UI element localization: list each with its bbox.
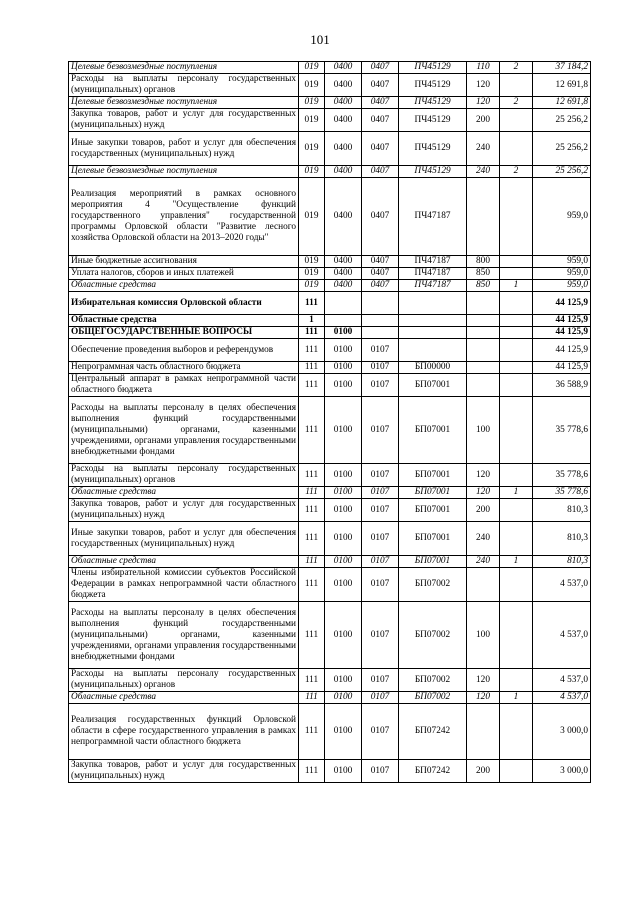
cell-name: Расходы на выплаты персоналу государственных (муниципальных) органов: [69, 669, 299, 692]
cell-name: Избирательная комиссия Орловской области: [69, 292, 299, 315]
table-row: [69, 692, 591, 704]
cell-amount: 25 256,2: [533, 166, 591, 178]
cell-subsection: 0107: [362, 374, 399, 397]
cell-amount: 4 537,0: [533, 669, 591, 692]
cell-funding-source: [500, 522, 533, 556]
cell-admin-code: 111: [299, 339, 325, 362]
cell-admin-code: 019: [299, 74, 325, 97]
cell-expense-type: 100: [467, 602, 500, 669]
cell-admin-code: 111: [299, 522, 325, 556]
table-row: [69, 268, 591, 280]
cell-admin-code: 111: [299, 292, 325, 315]
cell-expense-type: 120: [467, 669, 500, 692]
cell-target-article: БП07001: [399, 499, 467, 522]
cell-funding-source: [500, 374, 533, 397]
cell-expense-type: 110: [467, 62, 500, 74]
cell-target-article: БП07002: [399, 669, 467, 692]
cell-subsection: 0107: [362, 362, 399, 374]
cell-target-article: ПЧ45129: [399, 132, 467, 166]
cell-section: 0100: [325, 692, 362, 704]
cell-funding-source: [500, 268, 533, 280]
cell-subsection: 0407: [362, 74, 399, 97]
cell-subsection: 0107: [362, 556, 399, 568]
cell-expense-type: [467, 339, 500, 362]
cell-funding-source: [500, 178, 533, 256]
table-row: [69, 669, 591, 692]
cell-name: Закупка товаров, работ и услуг для государственных (муниципальных) нужд: [69, 109, 299, 132]
cell-target-article: БП07001: [399, 464, 467, 487]
cell-amount: 810,3: [533, 522, 591, 556]
cell-funding-source: [500, 362, 533, 374]
cell-funding-source: 2: [500, 97, 533, 109]
cell-section: 0400: [325, 97, 362, 109]
table-body: [69, 62, 591, 783]
cell-funding-source: [500, 464, 533, 487]
cell-admin-code: 019: [299, 62, 325, 74]
cell-target-article: [399, 327, 467, 339]
cell-name: Целевые безвозмездные поступления: [69, 62, 299, 74]
table-row: [69, 556, 591, 568]
cell-name: Уплата налогов, сборов и иных платежей: [69, 268, 299, 280]
table-row: [69, 327, 591, 339]
cell-admin-code: 111: [299, 487, 325, 499]
cell-name: Целевые безвозмездные поступления: [69, 166, 299, 178]
cell-amount: 25 256,2: [533, 132, 591, 166]
cell-section: 0100: [325, 522, 362, 556]
cell-admin-code: 111: [299, 568, 325, 602]
cell-section: 0100: [325, 760, 362, 783]
cell-expense-type: [467, 568, 500, 602]
cell-funding-source: 2: [500, 62, 533, 74]
cell-name: Областные средства: [69, 556, 299, 568]
cell-subsection: 0107: [362, 692, 399, 704]
cell-subsection: 0107: [362, 669, 399, 692]
cell-subsection: 0407: [362, 280, 399, 292]
cell-section: 0400: [325, 256, 362, 268]
cell-target-article: [399, 292, 467, 315]
cell-name: Расходы на выплаты персоналу государственных (муниципальных) органов: [69, 464, 299, 487]
cell-target-article: БП07001: [399, 487, 467, 499]
cell-subsection: [362, 327, 399, 339]
cell-target-article: [399, 315, 467, 327]
page-number: 101: [310, 32, 330, 47]
cell-target-article: БП07242: [399, 704, 467, 760]
cell-section: 0400: [325, 166, 362, 178]
table-row: [69, 166, 591, 178]
cell-target-article: БП07001: [399, 397, 467, 464]
budget-table: [68, 61, 591, 783]
cell-subsection: 0407: [362, 166, 399, 178]
cell-name: Областные средства: [69, 280, 299, 292]
cell-admin-code: 111: [299, 692, 325, 704]
table-row: [69, 499, 591, 522]
cell-funding-source: 1: [500, 280, 533, 292]
cell-name: Члены избирательной комиссии субъектов Российской Федерации в рамках непрограммной части областного бюджета: [69, 568, 299, 602]
table-row: [69, 74, 591, 97]
cell-admin-code: 019: [299, 132, 325, 166]
cell-expense-type: 240: [467, 132, 500, 166]
cell-subsection: 0407: [362, 268, 399, 280]
cell-funding-source: [500, 315, 533, 327]
cell-amount: 959,0: [533, 256, 591, 268]
cell-amount: 25 256,2: [533, 109, 591, 132]
cell-subsection: 0107: [362, 339, 399, 362]
table-row: [69, 62, 591, 74]
cell-name: Областные средства: [69, 315, 299, 327]
cell-subsection: 0407: [362, 178, 399, 256]
cell-subsection: 0107: [362, 397, 399, 464]
cell-amount: 12 691,8: [533, 74, 591, 97]
cell-funding-source: 1: [500, 692, 533, 704]
cell-admin-code: 111: [299, 397, 325, 464]
cell-expense-type: 200: [467, 109, 500, 132]
table-row: [69, 464, 591, 487]
table-row: [69, 362, 591, 374]
cell-section: 0100: [325, 669, 362, 692]
cell-funding-source: [500, 397, 533, 464]
cell-section: [325, 315, 362, 327]
cell-admin-code: 111: [299, 704, 325, 760]
cell-admin-code: 111: [299, 327, 325, 339]
cell-amount: 959,0: [533, 178, 591, 256]
cell-amount: 35 778,6: [533, 464, 591, 487]
table-row: [69, 568, 591, 602]
cell-admin-code: 019: [299, 97, 325, 109]
cell-funding-source: 1: [500, 556, 533, 568]
cell-funding-source: [500, 760, 533, 783]
cell-target-article: [399, 339, 467, 362]
cell-expense-type: [467, 292, 500, 315]
cell-section: 0100: [325, 602, 362, 669]
cell-subsection: 0407: [362, 132, 399, 166]
cell-section: 0100: [325, 499, 362, 522]
cell-name: Реализация государственных функций Орловской области в сфере государственного управления в рамках непрограммной части областного бюджета: [69, 704, 299, 760]
cell-expense-type: 240: [467, 522, 500, 556]
cell-admin-code: 111: [299, 464, 325, 487]
cell-amount: 35 778,6: [533, 397, 591, 464]
cell-amount: 810,3: [533, 556, 591, 568]
cell-funding-source: [500, 669, 533, 692]
table-row: [69, 760, 591, 783]
cell-section: 0100: [325, 362, 362, 374]
cell-expense-type: 240: [467, 166, 500, 178]
cell-target-article: БП07002: [399, 568, 467, 602]
cell-name: Областные средства: [69, 692, 299, 704]
cell-subsection: 0407: [362, 97, 399, 109]
cell-funding-source: [500, 292, 533, 315]
cell-subsection: [362, 315, 399, 327]
cell-funding-source: [500, 132, 533, 166]
cell-subsection: 0107: [362, 464, 399, 487]
cell-section: 0100: [325, 464, 362, 487]
table-row: [69, 132, 591, 166]
cell-target-article: БП07001: [399, 374, 467, 397]
cell-expense-type: [467, 704, 500, 760]
cell-admin-code: 019: [299, 256, 325, 268]
cell-section: 0400: [325, 268, 362, 280]
cell-subsection: 0107: [362, 704, 399, 760]
cell-expense-type: [467, 315, 500, 327]
cell-expense-type: [467, 178, 500, 256]
cell-target-article: ПЧ45129: [399, 166, 467, 178]
table-row: [69, 178, 591, 256]
cell-subsection: 0107: [362, 487, 399, 499]
cell-expense-type: 120: [467, 74, 500, 97]
cell-amount: 37 184,2: [533, 62, 591, 74]
cell-name: ОБЩЕГОСУДАРСТВЕННЫЕ ВОПРОСЫ: [69, 327, 299, 339]
table-row: [69, 522, 591, 556]
cell-target-article: БП07242: [399, 760, 467, 783]
cell-name: Иные закупки товаров, работ и услуг для обеспечения государственных (муниципальных) нужд: [69, 522, 299, 556]
cell-subsection: 0407: [362, 256, 399, 268]
cell-admin-code: 019: [299, 280, 325, 292]
table-row: [69, 704, 591, 760]
cell-expense-type: 240: [467, 556, 500, 568]
cell-expense-type: 200: [467, 760, 500, 783]
cell-expense-type: 800: [467, 256, 500, 268]
table-row: [69, 292, 591, 315]
cell-amount: 12 691,8: [533, 97, 591, 109]
cell-admin-code: 019: [299, 109, 325, 132]
cell-name: Обеспечение проведения выборов и референдумов: [69, 339, 299, 362]
cell-name: Закупка товаров, работ и услуг для государственных (муниципальных) нужд: [69, 760, 299, 783]
cell-expense-type: 120: [467, 464, 500, 487]
cell-amount: 35 778,6: [533, 487, 591, 499]
cell-subsection: 0107: [362, 522, 399, 556]
table-row: [69, 256, 591, 268]
cell-amount: 44 125,9: [533, 315, 591, 327]
table-row: [69, 315, 591, 327]
cell-name: Расходы на выплаты персоналу государственных (муниципальных) органов: [69, 74, 299, 97]
cell-amount: 810,3: [533, 499, 591, 522]
cell-amount: 44 125,9: [533, 327, 591, 339]
cell-expense-type: [467, 362, 500, 374]
cell-funding-source: [500, 704, 533, 760]
cell-section: 0400: [325, 62, 362, 74]
cell-expense-type: 200: [467, 499, 500, 522]
cell-target-article: ПЧ45129: [399, 109, 467, 132]
cell-funding-source: [500, 327, 533, 339]
cell-target-article: БП07002: [399, 692, 467, 704]
cell-target-article: ПЧ47187: [399, 256, 467, 268]
cell-expense-type: 120: [467, 97, 500, 109]
cell-funding-source: [500, 256, 533, 268]
cell-amount: 44 125,9: [533, 362, 591, 374]
cell-section: 0100: [325, 397, 362, 464]
cell-target-article: БП07002: [399, 602, 467, 669]
table-row: [69, 97, 591, 109]
cell-amount: 4 537,0: [533, 602, 591, 669]
cell-subsection: [362, 292, 399, 315]
cell-section: 0400: [325, 109, 362, 132]
table-row: [69, 280, 591, 292]
cell-section: [325, 292, 362, 315]
cell-name: Иные бюджетные ассигнования: [69, 256, 299, 268]
cell-admin-code: 111: [299, 760, 325, 783]
cell-name: Расходы на выплаты персоналу в целях обеспечения выполнения функций государственными (муниципальными) органами, казенными учреждениями, органами управления государственными внебюджетными фондами: [69, 397, 299, 464]
cell-section: 0100: [325, 339, 362, 362]
cell-target-article: ПЧ45129: [399, 97, 467, 109]
cell-name: Расходы на выплаты персоналу в целях обеспечения выполнения функций государственными (муниципальными) органами, казенными учреждениями, органами управления государственными внебюджетными фондами: [69, 602, 299, 669]
cell-amount: 3 000,0: [533, 704, 591, 760]
cell-name: Центральный аппарат в рамках непрограммной части областного бюджета: [69, 374, 299, 397]
cell-admin-code: 019: [299, 166, 325, 178]
cell-admin-code: 111: [299, 374, 325, 397]
cell-target-article: БП00000: [399, 362, 467, 374]
table-row: [69, 397, 591, 464]
cell-admin-code: 111: [299, 499, 325, 522]
cell-admin-code: 1: [299, 315, 325, 327]
cell-funding-source: [500, 568, 533, 602]
cell-amount: 959,0: [533, 268, 591, 280]
cell-amount: 44 125,9: [533, 292, 591, 315]
table-row: [69, 602, 591, 669]
cell-name: Целевые безвозмездные поступления: [69, 97, 299, 109]
cell-funding-source: [500, 74, 533, 97]
cell-target-article: ПЧ47187: [399, 268, 467, 280]
cell-expense-type: 100: [467, 397, 500, 464]
cell-funding-source: [500, 109, 533, 132]
cell-target-article: ПЧ47187: [399, 280, 467, 292]
table-row: [69, 487, 591, 499]
cell-expense-type: 120: [467, 487, 500, 499]
cell-target-article: ПЧ45129: [399, 74, 467, 97]
table-row: [69, 339, 591, 362]
cell-amount: 3 000,0: [533, 760, 591, 783]
cell-section: 0400: [325, 132, 362, 166]
cell-subsection: 0107: [362, 760, 399, 783]
cell-funding-source: [500, 499, 533, 522]
cell-subsection: 0107: [362, 499, 399, 522]
cell-target-article: ПЧ45129: [399, 62, 467, 74]
cell-target-article: ПЧ47187: [399, 178, 467, 256]
cell-name: Непрограммная часть областного бюджета: [69, 362, 299, 374]
cell-section: 0400: [325, 178, 362, 256]
cell-section: 0100: [325, 487, 362, 499]
cell-name: Иные закупки товаров, работ и услуг для обеспечения государственных (муниципальных) нужд: [69, 132, 299, 166]
cell-expense-type: [467, 327, 500, 339]
cell-section: 0400: [325, 74, 362, 97]
table-row: [69, 109, 591, 132]
cell-admin-code: 111: [299, 556, 325, 568]
cell-subsection: 0107: [362, 568, 399, 602]
cell-amount: 959,0: [533, 280, 591, 292]
cell-target-article: БП07001: [399, 522, 467, 556]
cell-subsection: 0407: [362, 62, 399, 74]
cell-admin-code: 111: [299, 602, 325, 669]
cell-admin-code: 019: [299, 268, 325, 280]
cell-admin-code: 111: [299, 669, 325, 692]
cell-expense-type: 850: [467, 280, 500, 292]
cell-name: Областные средства: [69, 487, 299, 499]
cell-section: 0100: [325, 704, 362, 760]
cell-section: 0100: [325, 568, 362, 602]
cell-name: Реализация мероприятий в рамках основного мероприятия 4 "Осуществление функций государственного управления" государственной программы Орловской области "Развитие лесного хозяйства Орловской области на 2013–2020 годы": [69, 178, 299, 256]
cell-expense-type: [467, 374, 500, 397]
cell-admin-code: 019: [299, 178, 325, 256]
cell-target-article: БП07001: [399, 556, 467, 568]
cell-section: 0100: [325, 556, 362, 568]
cell-amount: 4 537,0: [533, 692, 591, 704]
cell-amount: 4 537,0: [533, 568, 591, 602]
cell-expense-type: 120: [467, 692, 500, 704]
cell-admin-code: 111: [299, 362, 325, 374]
cell-amount: 44 125,9: [533, 339, 591, 362]
cell-funding-source: 1: [500, 487, 533, 499]
cell-funding-source: 2: [500, 166, 533, 178]
cell-section: 0400: [325, 280, 362, 292]
cell-name: Закупка товаров, работ и услуг для государственных (муниципальных) нужд: [69, 499, 299, 522]
cell-amount: 36 588,9: [533, 374, 591, 397]
cell-funding-source: [500, 339, 533, 362]
cell-expense-type: 850: [467, 268, 500, 280]
cell-section: 0100: [325, 374, 362, 397]
cell-funding-source: [500, 602, 533, 669]
cell-subsection: 0107: [362, 602, 399, 669]
table-row: [69, 374, 591, 397]
cell-subsection: 0407: [362, 109, 399, 132]
cell-section: 0100: [325, 327, 362, 339]
